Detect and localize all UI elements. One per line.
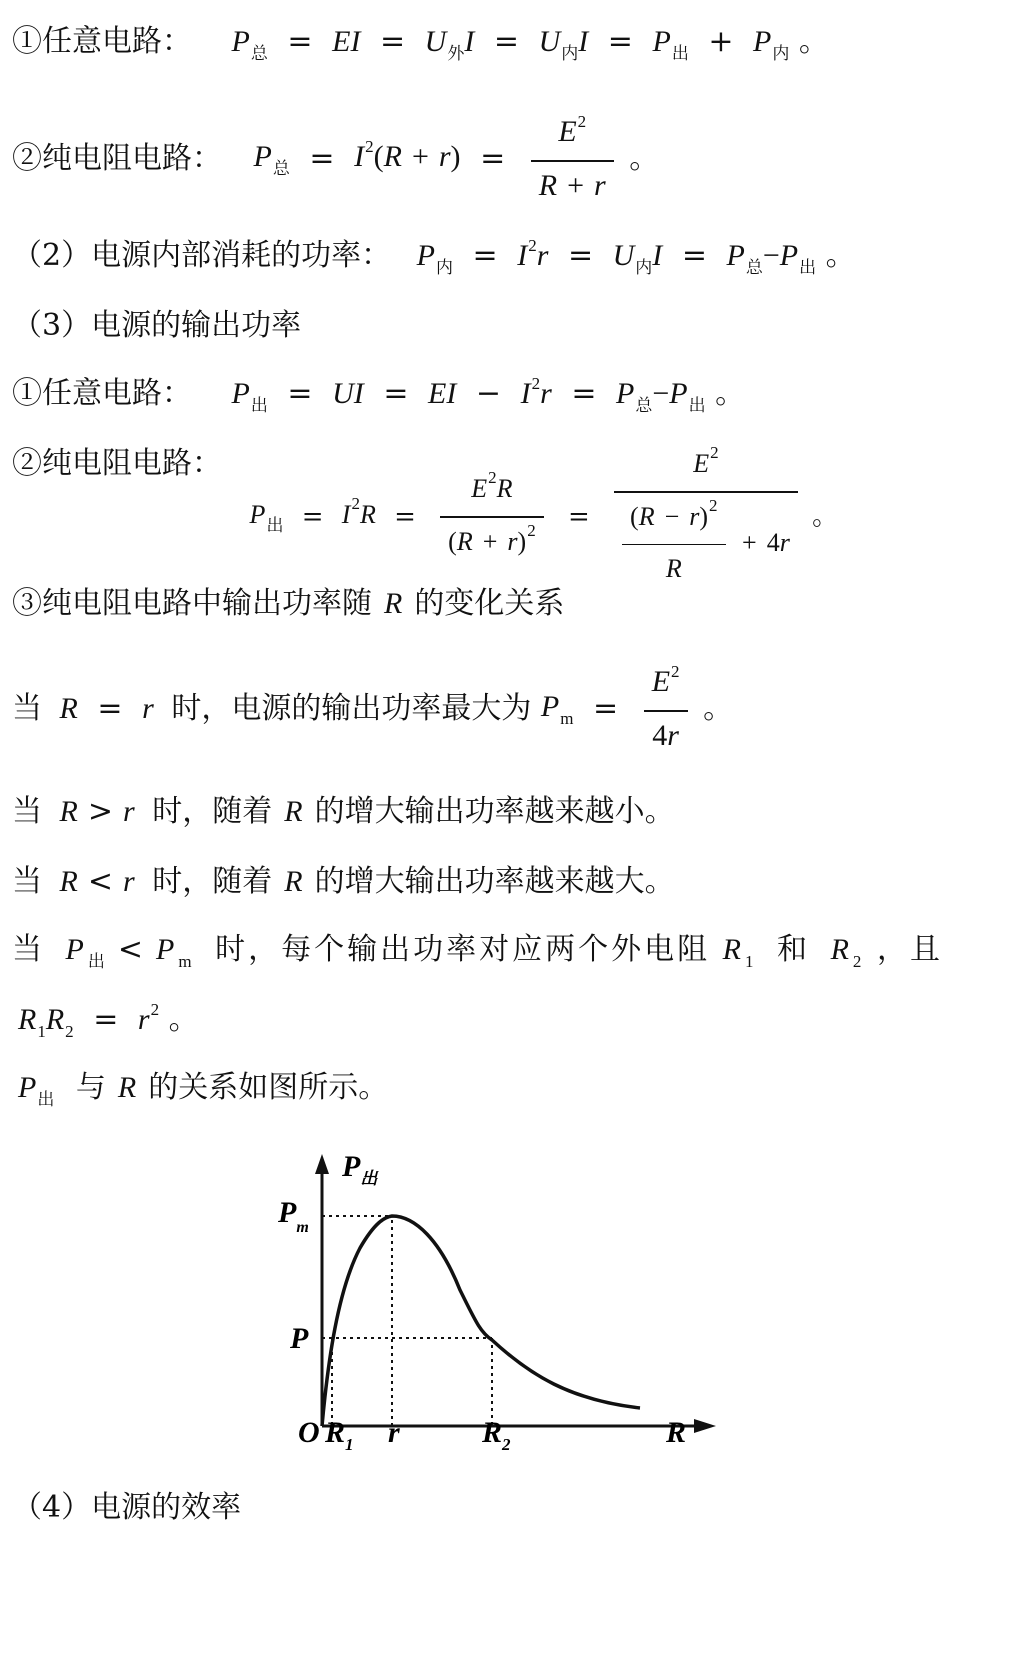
formula-u-inner-i: $U_内I$	[538, 25, 589, 63]
axes	[322, 1168, 700, 1426]
formula-p-inner: $P_内$	[753, 25, 790, 63]
formula-ei: EI	[332, 25, 361, 58]
line-r-greater: 当 R > r 时，随着 R 的增大输出功率越来越小。	[12, 794, 675, 829]
y-axis-label: $P_出$	[342, 1150, 378, 1188]
p-label: P	[290, 1322, 309, 1355]
x-axis-arrow	[694, 1419, 716, 1433]
origin-label: O	[298, 1416, 320, 1449]
guides	[322, 1216, 492, 1426]
fraction-e2-over-r-plus-r: $\frac{E^2}{R + r}$	[531, 112, 614, 206]
r1-label: $R_1$	[325, 1416, 354, 1454]
line-pure-resistor-output: ②纯电阻电路： $P_出 = I^2R$ = $\frac{E^2R}{(R + r)^2}$ = $E^2$ $\frac{(R - r)^2}{R}$ + 4r 。	[12, 444, 838, 589]
formula-p-total: $P_总$	[231, 25, 268, 63]
label-pure-resistor: ②纯电阻电路：	[12, 141, 222, 176]
fraction-e2-over-complex: $E^2$ $\frac{(R - r)^2}{R}$ + 4r	[614, 444, 798, 589]
line-two-resistors: 当 $P_出 < P_m$ 时，每个输出功率对应两个外电阻 $R_1$ 和 $R_2$ ，且	[12, 932, 943, 971]
r-label: r	[388, 1416, 400, 1449]
line-r-less: 当 R < r 时，随着 R 的增大输出功率越来越大。	[12, 864, 675, 899]
line-relation-figure: $P_出$ 与 R 的关系如图所示。	[18, 1070, 389, 1109]
p-out-vs-r-graph	[280, 1140, 740, 1490]
label-any-circuit: ①任意电路：	[12, 24, 192, 59]
x-axis-label: R	[666, 1416, 687, 1449]
heading-efficiency: （4）电源的效率	[12, 1490, 242, 1525]
y-axis-arrow	[315, 1154, 329, 1174]
power-curve	[322, 1216, 640, 1426]
line-r1r2: $R_1R_2 = r^2$ 。	[18, 1000, 199, 1041]
formula-i2-r-plus-r: $I^2(R + r)$	[354, 137, 461, 173]
r2-label: $R_2$	[482, 1416, 511, 1454]
heading-output-vs-r: ③纯电阻电路中输出功率随 R 的变化关系	[12, 586, 565, 621]
fraction-e2r-over-r-plus-r-squared: $\frac{E^2R}{(R + r)^2}$	[440, 469, 544, 565]
formula-p-out: $P_出$	[652, 25, 689, 63]
line-pure-resistor-total: ②纯电阻电路： $P_总 = I^2(R + r)$ = $\frac{E^2}{R + r}$ 。	[12, 112, 659, 206]
label-internal-power: （2）电源内部消耗的功率：	[12, 238, 392, 273]
heading-output-power: （3）电源的输出功率	[12, 308, 302, 343]
formula-u-outer-i: $U_外I$	[424, 25, 475, 63]
line-any-circuit-output: ①任意电路： $P_出$ = UI = EI − $I^2r = P_总-P_出$ 。	[12, 374, 746, 415]
fraction-e2-over-4r: $\frac{E^2}{4r}$	[644, 662, 688, 756]
line-internal-power: （2）电源内部消耗的功率： $P_内 = I^2r = U_内I = P_总-P_出$ 。	[12, 236, 856, 277]
pm-label: $P_m$	[278, 1196, 309, 1236]
line-max-output: 当 R = r 时，电源的输出功率最大为 $P_m$ = $\frac{E^2}{4r}$ 。	[12, 662, 733, 756]
line-any-circuit-total: ①任意电路： $P_总$ = EI = $U_外I = U_内I = P_出 + P_内$ 。	[12, 24, 829, 63]
